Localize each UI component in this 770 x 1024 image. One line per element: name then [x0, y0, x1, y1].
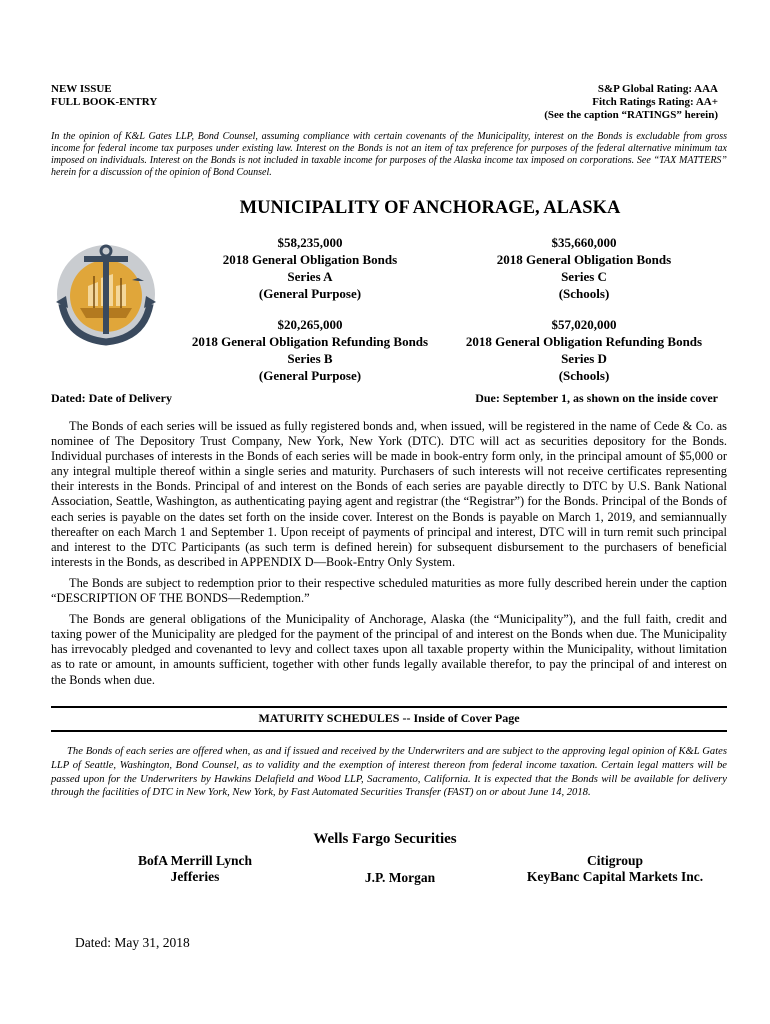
series-c-block	[444, 234, 724, 302]
series-name: 2018 General Obligation Refunding Bonds	[191, 334, 429, 349]
security-paragraph: The Bonds are general obligations of the Municipality of Anchorage, Alaska (the “Municipality”), and the full faith, credit and taxing power of the Municipality are pledged for the payment of the principal of and interest on the Bonds when due. The Municipality has irrevocably pledged and covenanted to levy and collect taxes upon all taxable property within the Municipality, without limitation as to rate or amount, in amounts sufficient, together with other funds legally available therefor, to pay the principal of and interest on the Bonds when due.	[51, 612, 727, 687]
series-amount: $57,020,000	[551, 317, 617, 332]
header-left	[51, 83, 157, 109]
fitch-rating: Fitch Ratings Rating: AA+	[592, 96, 718, 108]
official-statement-date: Dated: May 31, 2018	[75, 935, 190, 950]
series-purpose: (Schools)	[558, 286, 610, 301]
series-a-block	[170, 234, 450, 302]
ratings-caption-ref: (See the caption “RATINGS” herein)	[544, 109, 718, 121]
header-right-ratings	[544, 83, 718, 122]
maturity-schedules-banner: MATURITY SCHEDULES -- Inside of Cover Page	[258, 711, 520, 725]
underwriters-left	[100, 853, 290, 885]
underwriter-jp-morgan: J.P. Morgan	[364, 870, 436, 885]
series-name: 2018 General Obligation Bonds	[496, 252, 672, 267]
series-name: 2018 General Obligation Bonds	[222, 252, 398, 267]
series-purpose: (Schools)	[558, 368, 610, 383]
series-purpose: (General Purpose)	[258, 368, 362, 383]
offering-text: The Bonds of each series are offered when, as and if issued and received by the Underwriters and are subject to the approving legal opinion of K&L Gates LLP of Seattle, Washington, Bond Counsel, as to validity and the exemption of interest thereon from federal income taxation. Certain legal matters will be passed upon for the Underwriters by Hawkins Delafield and Wood LLP, Sacramento, California. It is expected that the Bonds will be available for delivery through the facilities of DTC in New York, New York, by Fast Automated Securities Transfer (FAST) on or about June 14, 2018.	[51, 746, 727, 799]
underwriter-keybanc: KeyBanc Capital Markets Inc.	[526, 869, 704, 884]
underwriters-right	[500, 853, 730, 885]
series-letter: Series A	[287, 269, 333, 284]
sp-rating: S&P Global Rating: AAA	[597, 83, 718, 95]
series-letter: Series D	[561, 351, 607, 366]
redemption-paragraph: The Bonds are subject to redemption prior to their respective scheduled maturities as more fully described herein under the caption “DESCRIPTION OF THE BONDS—Redemption.”	[51, 575, 727, 606]
series-name: 2018 General Obligation Refunding Bonds	[465, 334, 703, 349]
anchor-seal-icon	[54, 242, 158, 346]
series-letter: Series C	[561, 269, 607, 284]
top-rule	[51, 706, 727, 708]
series-b-block	[170, 316, 450, 384]
bottom-rule	[51, 730, 727, 732]
body-text	[51, 419, 727, 688]
series-letter: Series B	[287, 351, 333, 366]
book-entry-label: FULL BOOK-ENTRY	[51, 96, 158, 108]
underwriter-bofa: BofA Merrill Lynch	[138, 853, 252, 868]
lead-underwriter: Wells Fargo Securities	[313, 831, 457, 847]
series-d-block	[444, 316, 724, 384]
issuer-title: MUNICIPALITY OF ANCHORAGE, ALASKA	[239, 198, 621, 218]
series-purpose: (General Purpose)	[258, 286, 362, 301]
tax-opinion: In the opinion of K&L Gates LLP, Bond Counsel, assuming compliance with certain covenants of the Municipality, interest on the Bonds is excludable from gross income for federal income tax purposes under existing law. Interest on the Bonds is not an item of tax preference for purposes of the federal alternative minimum tax imposed on individuals. Interest on the Bonds is not included in taxable income for purposes of the Alaska income tax imposed on corporations. See “TAX MATTERS” herein for a discussion of the opinion of Bond Counsel.	[51, 131, 727, 178]
series-amount: $20,265,000	[277, 317, 343, 332]
underwriter-jefferies: Jefferies	[170, 869, 220, 884]
new-issue-label: NEW ISSUE	[51, 83, 112, 95]
municipal-seal	[54, 242, 158, 346]
underwriter-citigroup: Citigroup	[586, 853, 643, 868]
dated-date-of-delivery: Dated: Date of Delivery	[51, 391, 172, 405]
series-amount: $58,235,000	[277, 235, 343, 250]
book-entry-paragraph: The Bonds of each series will be issued as fully registered bonds and, when issued, will be registered in the name of Cede & Co. as nominee of The Depository Trust Company, New York, New York (DTC). DTC will act as securities depository for the Bonds. Individual purchases of interests in the Bonds of each series will be made in book-entry form only, in the principal amount of $5,000 or any integral multiple thereof within a single series and maturity. Purchasers of such interests will not receive certificates representing their interests in the Bonds. Principal of and interest on the Bonds of each series are payable directly to DTC by U.S. Bank National Association, Seattle, Washington, as authenticating paying agent and registrar (the “Registrar”) for the Bonds. Principal of the Bonds of each series is payable on the dates set forth on the inside cover. Interest on the Bonds is payable on March 1, 2019, and semiannually thereafter on each March 1 and September 1. Upon receipt of payments of principal and interest, DTC will in turn remit such principal and interest to the DTC Participants (as such term is defined herein) for subsequent disbursement to the purchasers of beneficial interests in the Bonds, as described in APPENDIX D—Book-Entry Only System.	[51, 419, 727, 569]
series-amount: $35,660,000	[551, 235, 617, 250]
due-line: Due: September 1, as shown on the inside cover	[475, 391, 718, 405]
